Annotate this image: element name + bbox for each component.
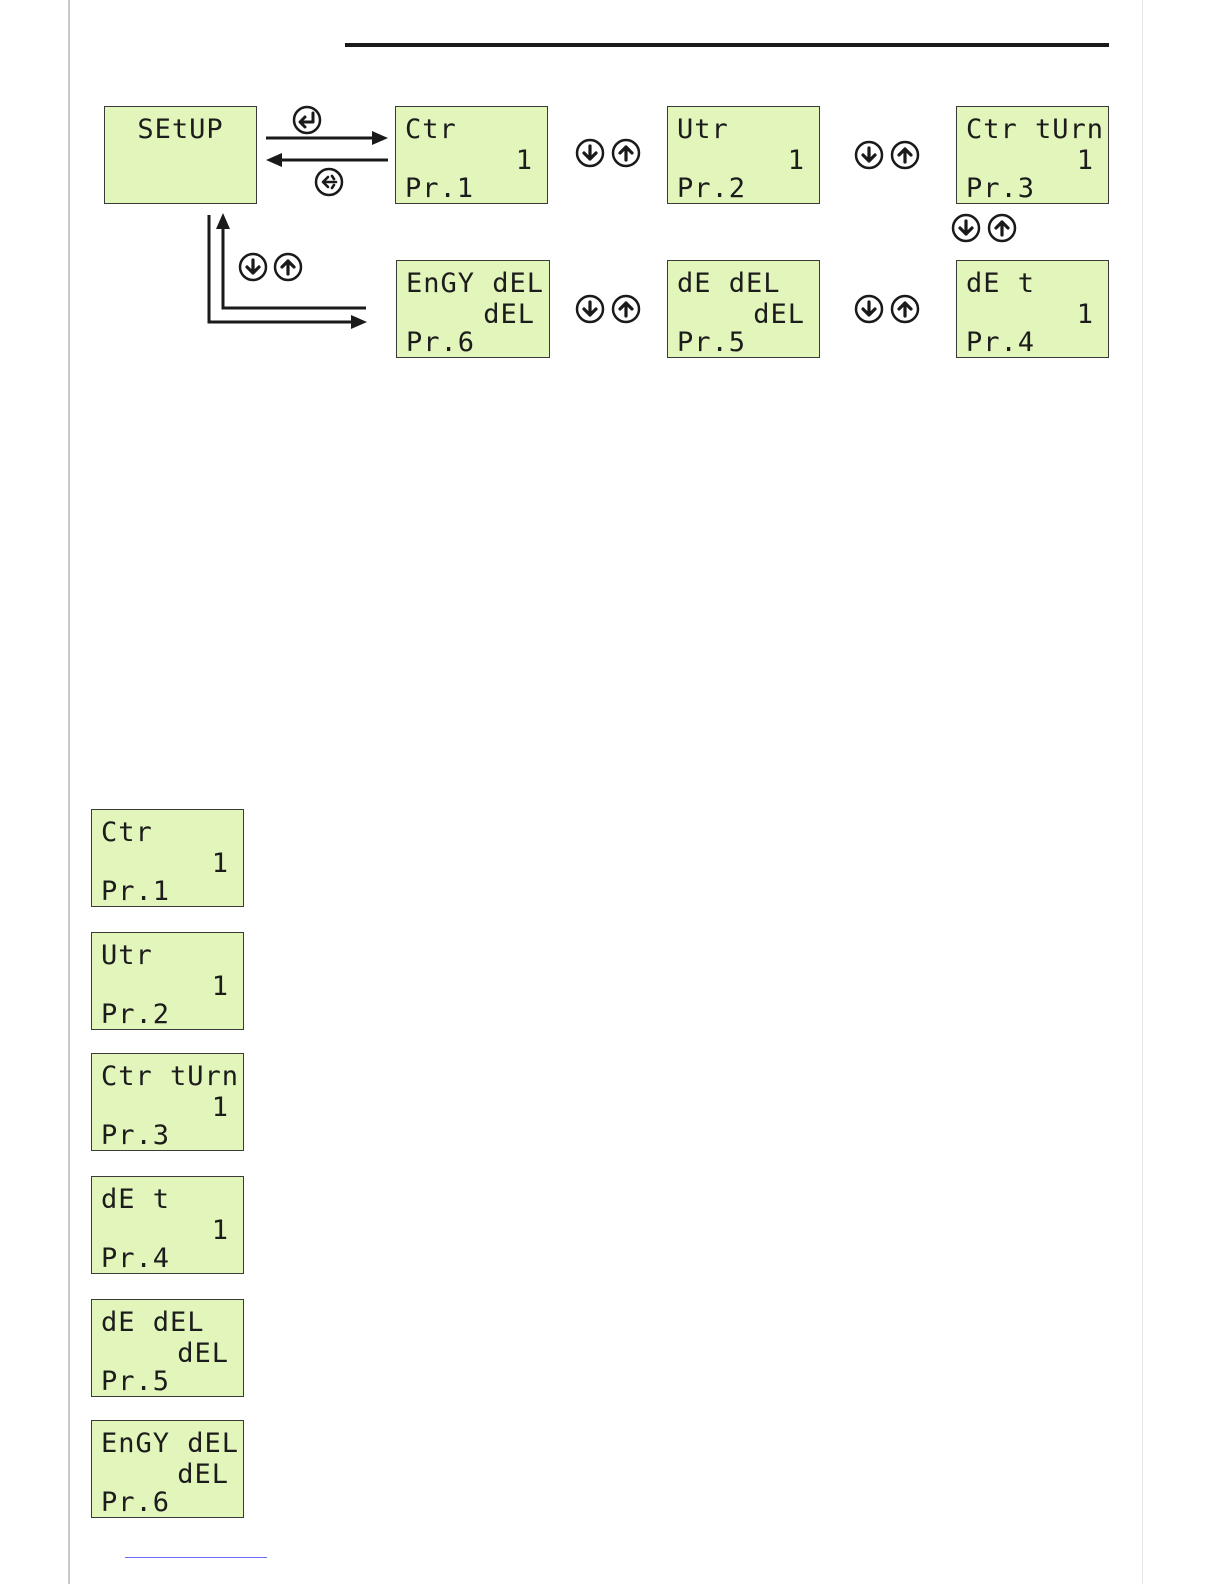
lcd-line-2: 1 <box>1076 145 1094 176</box>
lcd-line-2: 1 <box>211 1092 229 1123</box>
lcd-line-2: 1 <box>787 145 805 176</box>
footer-link-underline[interactable] <box>125 1557 267 1558</box>
arrow-up-circle-icon <box>989 215 1015 241</box>
arrow-down-circle-icon <box>240 254 266 280</box>
lcd-line-1: dE dEL <box>677 268 781 299</box>
arrow-down-circle-icon <box>953 215 979 241</box>
lcd-line-2: 1 <box>515 145 533 176</box>
lcd-line-3: Pr.5 <box>101 1366 171 1397</box>
lcd-line-1: EnGY dEL <box>101 1428 240 1459</box>
lcd-line-3: Pr.5 <box>677 327 747 358</box>
lcd-line-3: Pr.6 <box>101 1487 171 1518</box>
arrow-down-circle-icon <box>856 142 882 168</box>
arrow-down-circle-icon <box>856 296 882 322</box>
lcd-line-1: dE t <box>966 268 1036 299</box>
lcd-line-1: Utr <box>101 940 153 971</box>
lcd-line-3: Pr.1 <box>405 173 475 204</box>
flow-arrows <box>0 0 1224 400</box>
arrow-pr6-to-setup <box>216 213 366 308</box>
lcd-line-3: Pr.2 <box>101 999 171 1030</box>
lcd-list-pr5 <box>91 1299 244 1397</box>
lcd-line-1: EnGY dEL <box>406 268 545 299</box>
lcd-list-pr6 <box>91 1420 244 1518</box>
lcd-line-3: Pr.1 <box>101 876 171 907</box>
lcd-line-2: dEL <box>753 299 805 330</box>
lcd-line-1: Ctr tUrn <box>101 1061 240 1092</box>
enter-icon <box>294 107 320 133</box>
lcd-line-2: dEL <box>177 1338 229 1369</box>
arrow-down-circle-icon <box>577 140 603 166</box>
lcd-list-pr4 <box>91 1176 244 1274</box>
lcd-line-3: Pr.6 <box>406 327 476 358</box>
lcd-line-2: dEL <box>177 1459 229 1490</box>
lcd-line-1: dE dEL <box>101 1307 205 1338</box>
lcd-line-1: dE t <box>101 1184 171 1215</box>
arrow-up-circle-icon <box>892 296 918 322</box>
lcd-line-3: Pr.4 <box>966 327 1036 358</box>
arrow-up-circle-icon <box>613 296 639 322</box>
lcd-line-2: 1 <box>1076 299 1094 330</box>
arrow-down-circle-icon <box>577 296 603 322</box>
lcd-line-2: dEL <box>483 299 535 330</box>
arrow-setup-to-pr1 <box>266 131 388 145</box>
lcd-line-3: Pr.4 <box>101 1243 171 1274</box>
lcd-line-1: Ctr <box>405 114 457 145</box>
arrow-up-circle-icon <box>892 142 918 168</box>
lcd-list-pr2 <box>91 932 244 1030</box>
lcd-line-3: Pr.3 <box>966 173 1036 204</box>
lcd-list-pr1 <box>91 809 244 907</box>
arrow-pr1-to-setup <box>266 153 388 167</box>
arrow-up-circle-icon <box>613 140 639 166</box>
lcd-line-1: SEtUP <box>137 114 224 145</box>
arrow-up-circle-icon <box>275 254 301 280</box>
lcd-line-2: 1 <box>211 1215 229 1246</box>
lcd-line-2: 1 <box>211 848 229 879</box>
lcd-list-pr3 <box>91 1053 244 1151</box>
lcd-line-1: Ctr tUrn <box>966 114 1105 145</box>
lcd-line-2: 1 <box>211 971 229 1002</box>
escape-icon <box>316 169 342 195</box>
lcd-line-1: Utr <box>677 114 729 145</box>
lcd-line-1: Ctr <box>101 817 153 848</box>
lcd-line-3: Pr.3 <box>101 1120 171 1151</box>
lcd-line-3: Pr.2 <box>677 173 747 204</box>
